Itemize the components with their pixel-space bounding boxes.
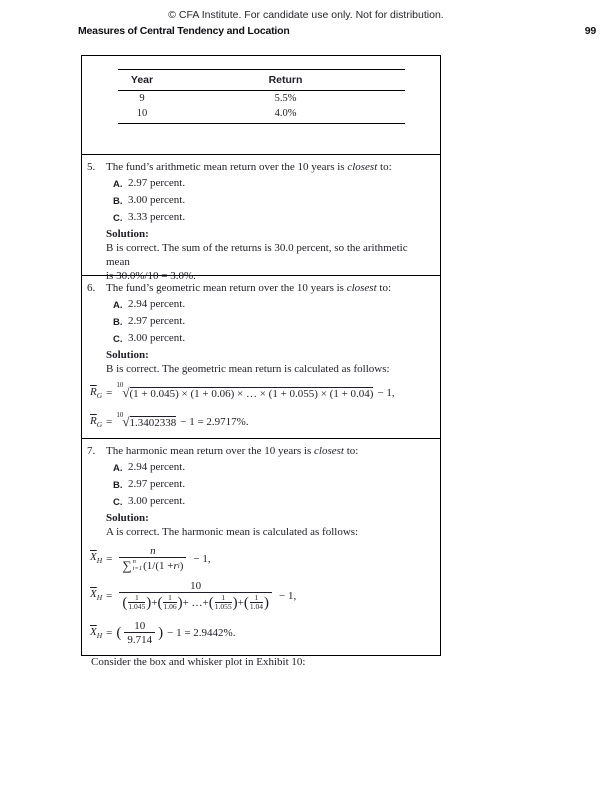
geometric-mean-formula-1 bbox=[90, 381, 440, 401]
page-header bbox=[78, 25, 596, 37]
solution-block bbox=[106, 348, 432, 376]
option-letter: C. bbox=[113, 497, 123, 508]
option-text: 2.97 percent. bbox=[128, 177, 186, 189]
fraction: n ∑ n i=1 (1/(1 + r i ) bbox=[119, 545, 186, 572]
option-letter: B. bbox=[113, 480, 123, 491]
equals-sign: = bbox=[106, 589, 113, 602]
equals-sign: = bbox=[106, 416, 113, 429]
formula-tail: − 1, bbox=[278, 589, 297, 602]
table-row bbox=[118, 91, 405, 106]
page-title: Measures of Central Tendency and Location bbox=[78, 25, 290, 37]
fraction: 10 ( 1 1.045 ) + ( 1 1.06 ) + …+ ( 1 1.055 ) + ( 1 1.04 ) bbox=[119, 580, 272, 611]
question-text: The fund’s geometric mean return over the 10 years is closest to: bbox=[106, 282, 392, 294]
options-list bbox=[113, 298, 440, 346]
option-letter: B. bbox=[113, 317, 123, 328]
radical-expression: $^{10}$√(1 + 0.045) × (1 + 0.06) × … × (1 + 0.055) × (1 + 0.04) bbox=[116, 381, 374, 400]
option-text: 2.94 percent. bbox=[128, 298, 186, 310]
option-letter: A. bbox=[113, 300, 123, 311]
option-b bbox=[113, 478, 440, 492]
option-a bbox=[113, 177, 440, 191]
option-c bbox=[113, 211, 440, 225]
options-list bbox=[113, 461, 440, 509]
year-cell: 9 bbox=[139, 93, 145, 104]
option-letter: C. bbox=[113, 334, 123, 345]
question-number: 6. bbox=[87, 282, 96, 294]
right-paren: ) bbox=[158, 625, 164, 641]
question-7-section bbox=[82, 438, 440, 668]
radical-sign: √ bbox=[122, 414, 130, 430]
option-text: 2.97 percent. bbox=[128, 315, 186, 327]
solution-text: B is correct. The sum of the returns is 30.0 percent, so the arithmetic mean bbox=[106, 242, 408, 268]
returns-table bbox=[118, 69, 405, 124]
solution-block bbox=[106, 511, 432, 539]
mean-symbol: $\overline{R}_G$ bbox=[90, 415, 103, 430]
option-text: 3.33 percent. bbox=[128, 211, 186, 223]
geometric-mean-formula-2 bbox=[90, 410, 440, 430]
option-text: 2.94 percent. bbox=[128, 461, 186, 473]
exhibit-intro-text: Consider the box and whisker plot in Exhibit 10: bbox=[91, 656, 306, 668]
return-cell: 4.0% bbox=[166, 106, 405, 124]
option-letter: A. bbox=[113, 179, 123, 190]
formula-tail: − 1, bbox=[377, 387, 395, 400]
option-b bbox=[113, 315, 440, 329]
harmonic-mean-formula-2 bbox=[90, 580, 440, 611]
option-b bbox=[113, 194, 440, 208]
option-text: 3.00 percent. bbox=[128, 495, 186, 507]
question-number: 7. bbox=[87, 445, 96, 457]
solution-text: B is correct. The geometric mean return is calculated as follows: bbox=[106, 363, 390, 375]
mean-symbol: $\overline{X}_H$ bbox=[90, 551, 103, 566]
option-c bbox=[113, 332, 440, 346]
option-letter: A. bbox=[113, 463, 123, 474]
equals-sign: = bbox=[106, 387, 113, 400]
options-list bbox=[113, 177, 440, 225]
column-header-year: Year bbox=[118, 70, 166, 91]
copyright-notice: © CFA Institute. For candidate use only. Not for distribution. bbox=[168, 9, 444, 21]
option-c bbox=[113, 495, 440, 509]
solution-text: A is correct. The harmonic mean is calculated as follows: bbox=[106, 526, 359, 538]
table-row bbox=[118, 106, 405, 124]
harmonic-mean-formula-3 bbox=[90, 620, 440, 646]
option-text: 3.00 percent. bbox=[128, 194, 186, 206]
return-cell: 5.5% bbox=[274, 93, 297, 104]
page-number: 99 bbox=[584, 25, 596, 37]
equals-sign: = bbox=[106, 627, 113, 639]
option-text: 2.97 percent. bbox=[128, 478, 186, 490]
option-letter: C. bbox=[113, 213, 123, 224]
left-paren: ( bbox=[116, 625, 122, 641]
mean-symbol: $\overline{X}_H$ bbox=[90, 588, 103, 603]
formula-tail: − 1 = 2.9717%. bbox=[180, 416, 249, 429]
option-a bbox=[113, 461, 440, 475]
solution-label: Solution: bbox=[106, 512, 149, 524]
table-section bbox=[82, 69, 440, 154]
solution-text: is 30.0%/10 = 3.0%. bbox=[106, 270, 196, 282]
content-box bbox=[81, 55, 441, 668]
harmonic-mean-formula-1 bbox=[90, 545, 440, 572]
question-text: The fund’s arithmetic mean return over the 10 years is closest to: bbox=[106, 161, 392, 173]
column-header-return: Return bbox=[166, 70, 405, 91]
year-cell: 10 bbox=[118, 106, 166, 124]
radical-sign: √ bbox=[122, 385, 130, 400]
question-stem bbox=[82, 439, 440, 458]
solution-label: Solution: bbox=[106, 228, 149, 240]
question-5-section bbox=[82, 154, 440, 282]
solution-label: Solution: bbox=[106, 349, 149, 361]
fraction: $\frac{10}{9.714}$ bbox=[124, 620, 155, 646]
formula-tail: − 1 = 2.9442%. bbox=[167, 627, 236, 639]
question-stem bbox=[82, 155, 440, 174]
equals-sign: = bbox=[106, 552, 113, 565]
question-number: 5. bbox=[87, 161, 96, 173]
question-text: The harmonic mean return over the 10 years is closest to: bbox=[106, 445, 359, 457]
mean-symbol: $\overline{X}_H$ bbox=[90, 625, 103, 641]
formula-tail: − 1, bbox=[193, 552, 211, 565]
table-header-row bbox=[118, 70, 405, 91]
mean-symbol: $\overline{R}_G$ bbox=[90, 386, 103, 401]
summation-symbol: ∑ n i=1 bbox=[122, 558, 143, 573]
question-6-section bbox=[82, 275, 440, 438]
option-a bbox=[113, 298, 440, 312]
option-text: 3.00 percent. bbox=[128, 332, 186, 344]
radical-expression: $^{10}$√1.3402338 bbox=[116, 410, 177, 430]
option-letter: B. bbox=[113, 196, 123, 207]
